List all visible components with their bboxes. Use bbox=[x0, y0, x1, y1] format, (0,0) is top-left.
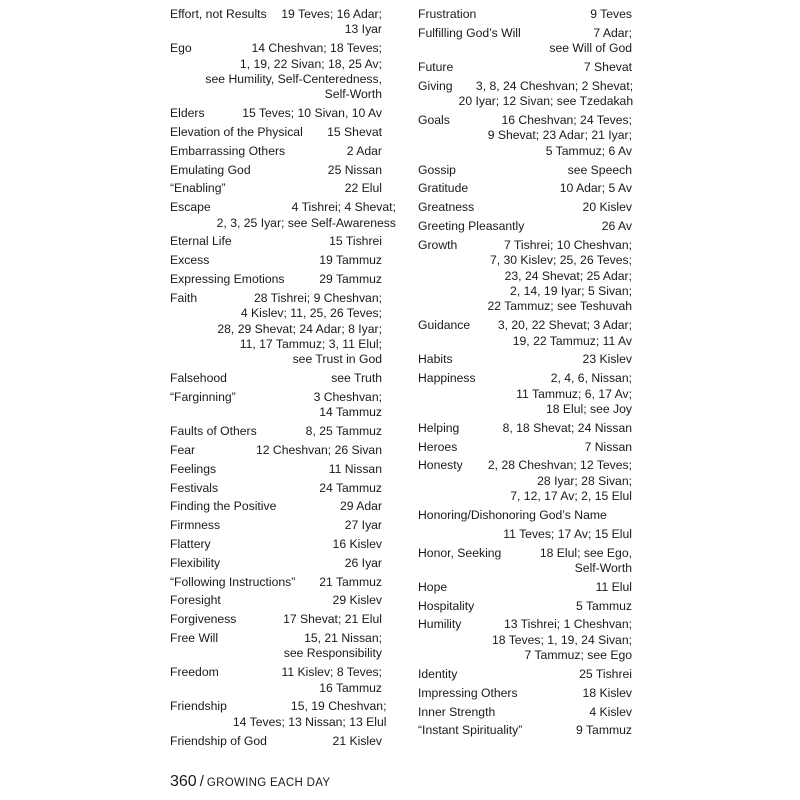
reference-line: 12 Cheshvan; 26 Sivan bbox=[255, 443, 382, 458]
reference-line: 3 Cheshvan; bbox=[313, 390, 382, 405]
reference-line: 28 Tishrei; 9 Cheshvan; bbox=[253, 290, 382, 305]
reference-line: 3, 8, 24 Cheshvan; 2 Shevat; bbox=[475, 78, 634, 93]
index-term: Fulfilling God’s Will bbox=[418, 25, 521, 40]
reference-line: 11 Teves; 17 Av; 15 Elul bbox=[503, 526, 632, 541]
reference-line: 26 Av bbox=[601, 219, 632, 233]
index-entry bbox=[170, 144, 382, 159]
index-term: Forgiveness bbox=[170, 612, 237, 627]
index-entry bbox=[170, 443, 382, 458]
index-term: Eternal Life bbox=[170, 234, 232, 249]
index-term: Faith bbox=[170, 290, 198, 305]
book-title: GROWING EACH DAY bbox=[206, 777, 331, 789]
index-entry bbox=[170, 575, 382, 590]
index-references bbox=[257, 163, 382, 178]
index-references bbox=[224, 631, 382, 662]
index-term: Festivals bbox=[170, 480, 219, 495]
index-entry bbox=[170, 699, 387, 730]
reference-line: 25 Nissan bbox=[327, 162, 382, 177]
index-term: “Farginning” bbox=[170, 390, 236, 405]
index-term: Firmness bbox=[170, 518, 221, 533]
index-references bbox=[528, 723, 632, 738]
index-references bbox=[273, 734, 382, 749]
reference-line: 18 Kislev bbox=[582, 685, 632, 700]
index-entry bbox=[418, 580, 632, 595]
index-term: Honor, Seeking bbox=[418, 545, 502, 560]
index-references bbox=[282, 499, 382, 514]
index-references bbox=[222, 462, 382, 477]
reference-line: 7 Nissan bbox=[584, 439, 632, 454]
reference-line: see Responsibility bbox=[283, 646, 382, 661]
reference-line: 13 Tishrei; 1 Cheshvan; bbox=[503, 617, 632, 632]
reference-line: 29 Tammuz bbox=[319, 272, 382, 286]
reference-line: 7, 12, 17 Av; 2, 15 Elul bbox=[510, 489, 632, 504]
index-term: Elevation of the Physical bbox=[170, 125, 303, 140]
index-column-left bbox=[170, 7, 396, 752]
index-references bbox=[465, 421, 632, 436]
reference-line: 19 Tammuz bbox=[319, 253, 382, 268]
index-entry bbox=[418, 219, 632, 234]
index-term: Identity bbox=[418, 667, 458, 682]
reference-line: 25 Tishrei bbox=[579, 667, 632, 682]
page-footer bbox=[170, 773, 330, 791]
index-term: Heroes bbox=[418, 439, 458, 454]
index-entry bbox=[418, 723, 632, 738]
index-entry bbox=[170, 499, 382, 514]
index-term: Elders bbox=[170, 106, 205, 121]
index-term: Giving bbox=[418, 78, 453, 93]
index-references bbox=[480, 599, 632, 614]
index-references bbox=[225, 665, 382, 696]
reference-line: 15 Teves; 10 Sivan, 10 Av bbox=[242, 106, 382, 121]
reference-line: Self-Worth bbox=[574, 561, 632, 576]
index-term: Growth bbox=[418, 237, 458, 252]
index-references bbox=[476, 318, 632, 349]
index-entry bbox=[170, 481, 382, 496]
index-term: Finding the Positive bbox=[170, 499, 277, 514]
index-term: Faults of Others bbox=[170, 424, 257, 439]
index-references bbox=[232, 181, 382, 196]
index-term: Inner Strength bbox=[418, 704, 496, 719]
index-references bbox=[459, 79, 634, 110]
index-entry bbox=[418, 667, 632, 682]
index-term: Greatness bbox=[418, 200, 475, 215]
index-references bbox=[424, 527, 632, 542]
reference-line: 22 Elul bbox=[344, 181, 382, 196]
index-references bbox=[507, 546, 632, 577]
index-entry bbox=[170, 593, 382, 608]
reference-line: 28, 29 Shevat; 24 Adar; 8 Iyar; bbox=[217, 321, 382, 336]
index-references bbox=[215, 253, 382, 268]
reference-line: 15, 19 Cheshvan; bbox=[290, 699, 387, 714]
index-entry bbox=[418, 26, 632, 57]
reference-line: 23, 24 Shevat; 25 Adar; bbox=[504, 268, 632, 283]
reference-line: 3, 20, 22 Shevat; 3 Adar; bbox=[497, 318, 632, 333]
index-entry bbox=[418, 371, 632, 417]
reference-line: 14 Teves; 13 Nissan; 13 Elul bbox=[232, 714, 387, 729]
index-entry bbox=[418, 238, 632, 315]
index-term: “Following Instructions” bbox=[170, 574, 296, 589]
index-references bbox=[198, 41, 382, 103]
index-references bbox=[463, 667, 632, 682]
reference-line: 15 Shevat bbox=[327, 125, 382, 140]
index-term: Gossip bbox=[418, 162, 456, 177]
index-term: Guidance bbox=[418, 318, 471, 333]
index-entry bbox=[170, 253, 382, 268]
page-number: 360 bbox=[170, 773, 197, 790]
index-references bbox=[217, 537, 382, 552]
reference-line: 2, 14, 19 Iyar; 5 Sivan; bbox=[510, 284, 632, 299]
index-entry bbox=[170, 181, 382, 196]
reference-line: 1, 19, 22 Sivan; 18, 25 Av; bbox=[239, 56, 382, 71]
index-entry bbox=[418, 181, 632, 196]
index-term: Effort, not Results bbox=[170, 7, 267, 21]
index-term: Humility bbox=[418, 617, 462, 632]
index-term: Freedom bbox=[170, 665, 219, 680]
reference-line: 10 Adar; 5 Av bbox=[559, 181, 632, 196]
reference-line: see Humility, Self-Centeredness, bbox=[205, 72, 382, 87]
index-references bbox=[530, 219, 632, 234]
index-term: “Enabling” bbox=[170, 181, 226, 196]
reference-line: 9 Tammuz bbox=[576, 723, 632, 738]
index-entry bbox=[170, 665, 382, 696]
reference-line: 16 Kislev bbox=[332, 537, 382, 551]
reference-line: 27 Iyar bbox=[344, 518, 382, 533]
index-term: Falsehood bbox=[170, 371, 227, 386]
index-references bbox=[456, 113, 632, 159]
reference-line: 4 Kislev bbox=[589, 704, 632, 719]
reference-line: 28 Iyar; 28 Sivan; bbox=[537, 473, 632, 488]
reference-line: 21 Kislev bbox=[332, 733, 382, 748]
index-term: Embarrassing Others bbox=[170, 143, 286, 158]
reference-line: 4 Tishrei; 4 Shevat; bbox=[291, 200, 396, 215]
index-references bbox=[238, 234, 382, 249]
index-term: Fear bbox=[170, 443, 196, 458]
index-references bbox=[524, 686, 632, 701]
index-entry bbox=[418, 7, 632, 22]
reference-line: 2 Adar bbox=[346, 143, 382, 158]
index-term: Flattery bbox=[170, 537, 211, 551]
reference-line: 7 Tammuz; see Ego bbox=[524, 648, 632, 663]
reference-line: 24 Tammuz bbox=[319, 480, 382, 495]
reference-line: 11 Elul bbox=[595, 579, 632, 594]
index-entry bbox=[418, 458, 632, 504]
index-references bbox=[211, 106, 382, 121]
index-term: Hospitality bbox=[418, 598, 475, 613]
reference-line: see Trust in God bbox=[292, 352, 382, 367]
index-entry bbox=[170, 424, 382, 439]
reference-line: 18 Elul; see Ego, bbox=[539, 545, 632, 560]
index-term: Greeting Pleasantly bbox=[418, 219, 525, 233]
index-entry bbox=[418, 200, 632, 215]
index-entry bbox=[170, 631, 382, 662]
index-references bbox=[233, 699, 387, 730]
index-references bbox=[480, 200, 632, 215]
index-entry bbox=[418, 686, 632, 701]
footer-separator: / bbox=[199, 773, 204, 790]
index-entry bbox=[170, 291, 382, 368]
reference-line: 21 Tammuz bbox=[319, 574, 382, 589]
reference-line: 11 Kislev; 8 Teves; bbox=[281, 665, 382, 680]
index-term: “Instant Spirituality” bbox=[418, 723, 523, 738]
reference-line: 14 Cheshvan; 18 Teves; bbox=[251, 41, 382, 56]
index-term: Feelings bbox=[170, 461, 217, 476]
index-entry bbox=[418, 60, 632, 75]
index-entry bbox=[418, 508, 632, 523]
index-term: Flexibility bbox=[170, 555, 221, 570]
index-term: Friendship bbox=[170, 699, 227, 714]
index-term: Habits bbox=[418, 352, 453, 367]
index-entry bbox=[170, 556, 382, 571]
reference-line: 13 Iyar bbox=[344, 22, 382, 37]
reference-line: 19 Teves; 16 Adar; bbox=[281, 7, 382, 21]
index-term: Expressing Emotions bbox=[170, 272, 285, 286]
index-term: Excess bbox=[170, 253, 210, 268]
index-entry bbox=[418, 79, 632, 110]
index-references bbox=[224, 481, 382, 496]
index-references bbox=[474, 181, 632, 196]
index-entry bbox=[170, 734, 382, 749]
index-term: Foresight bbox=[170, 593, 221, 608]
index-references bbox=[453, 580, 632, 595]
index-entry bbox=[170, 612, 382, 627]
index-references bbox=[501, 705, 632, 720]
index-entry bbox=[170, 518, 382, 533]
reference-line: 8, 18 Shevat; 24 Nissan bbox=[502, 420, 632, 435]
index-entry bbox=[170, 200, 396, 231]
index-references bbox=[301, 575, 382, 590]
index-entry bbox=[170, 371, 382, 386]
reference-line: 17 Shevat; 21 Elul bbox=[283, 612, 382, 627]
index-references bbox=[242, 390, 382, 421]
reference-line: 11 Tammuz; 6, 17 Av; bbox=[516, 386, 632, 401]
index-references bbox=[242, 612, 382, 627]
index-entry bbox=[170, 163, 382, 178]
index-term: Gratitude bbox=[418, 181, 469, 196]
index-term: Impressing Others bbox=[418, 685, 518, 700]
index-entry bbox=[170, 462, 382, 477]
reference-line: 4 Kislev; 11, 25, 26 Teves; bbox=[240, 306, 382, 321]
reference-line: see Speech bbox=[567, 162, 632, 177]
index-references bbox=[462, 163, 632, 178]
reference-line: 9 Shevat; 23 Adar; 21 Iyar; bbox=[487, 128, 632, 143]
reference-line: 5 Tammuz; 6 Av bbox=[545, 143, 632, 158]
index-references bbox=[309, 125, 382, 140]
reference-line: 22 Tammuz; see Teshuvah bbox=[487, 299, 632, 314]
index-term: Escape bbox=[170, 200, 211, 215]
index-entry bbox=[170, 234, 382, 249]
reference-line: 29 Adar bbox=[339, 499, 382, 514]
index-references bbox=[226, 556, 382, 571]
index-entry bbox=[418, 113, 632, 159]
index-term: Frustration bbox=[418, 7, 477, 21]
index-term: Friendship of God bbox=[170, 733, 267, 748]
index-references bbox=[482, 7, 632, 22]
index-entry bbox=[418, 527, 632, 542]
index-term: Helping bbox=[418, 420, 460, 435]
reference-line: 8, 25 Tammuz bbox=[305, 424, 382, 439]
reference-line: 2, 4, 6, Nissan; bbox=[550, 371, 632, 386]
index-entry bbox=[418, 546, 632, 577]
index-entry bbox=[170, 125, 382, 140]
reference-line: Self-Worth bbox=[324, 87, 382, 102]
index-references bbox=[227, 593, 382, 608]
index-references bbox=[527, 26, 632, 57]
index-references bbox=[291, 144, 382, 159]
index-entry bbox=[418, 617, 632, 663]
index-entry bbox=[170, 272, 382, 287]
index-term: Hope bbox=[418, 579, 448, 594]
index-entry bbox=[418, 352, 632, 367]
index-entry bbox=[418, 163, 632, 178]
reference-line: 14 Tammuz bbox=[319, 405, 382, 420]
index-references bbox=[469, 458, 632, 504]
reference-line: 20 Kislev bbox=[582, 200, 632, 215]
index-term: Free Will bbox=[170, 630, 219, 645]
index-references bbox=[463, 440, 632, 455]
index-references bbox=[273, 7, 382, 38]
reference-line: 7, 30 Kislev; 25, 26 Teves; bbox=[489, 253, 632, 268]
index-entry bbox=[170, 537, 382, 552]
index-entry bbox=[418, 599, 632, 614]
index-references bbox=[263, 424, 382, 439]
index-term: Honesty bbox=[418, 458, 463, 473]
index-term: Emulating God bbox=[170, 162, 251, 177]
reference-line: 20 Iyar; 12 Sivan; see Tzedakah bbox=[458, 94, 634, 109]
index-references bbox=[233, 371, 382, 386]
index-references bbox=[217, 200, 396, 231]
reference-line: 16 Cheshvan; 24 Teves; bbox=[501, 113, 632, 127]
index-references bbox=[459, 352, 632, 367]
reference-line: 15, 21 Nissan; bbox=[304, 630, 382, 645]
index-entry bbox=[418, 440, 632, 455]
reference-line: 26 Iyar bbox=[344, 555, 382, 570]
reference-line: 7 Shevat bbox=[583, 60, 632, 74]
index-entry bbox=[418, 421, 632, 436]
reference-line: 2, 3, 25 Iyar; see Self-Awareness bbox=[216, 215, 396, 230]
reference-line: see Will of God bbox=[549, 41, 632, 56]
reference-line: 18 Teves; 1, 19, 24 Sivan; bbox=[491, 632, 632, 647]
reference-line: 5 Tammuz bbox=[576, 598, 632, 613]
index-entry bbox=[170, 390, 382, 421]
reference-line: 11, 17 Tammuz; 3, 11 Elul; bbox=[239, 337, 382, 352]
index-entry bbox=[170, 106, 382, 121]
reference-line: 23 Kislev bbox=[582, 352, 632, 367]
index-column-right bbox=[418, 7, 632, 742]
index-references bbox=[226, 518, 382, 533]
index-term: Honoring/Dishonoring God’s Name bbox=[418, 508, 607, 523]
reference-line: 18 Elul; see Joy bbox=[545, 402, 632, 417]
reference-line: 7 Tishrei; 10 Cheshvan; bbox=[503, 237, 632, 252]
reference-line: 19, 22 Tammuz; 11 Av bbox=[512, 333, 632, 348]
index-term: Future bbox=[418, 60, 454, 74]
index-references bbox=[459, 60, 632, 75]
reference-line: 9 Teves bbox=[590, 7, 632, 21]
index-references bbox=[290, 272, 382, 287]
index-references bbox=[467, 617, 632, 663]
reference-line: 7 Adar; bbox=[593, 25, 632, 40]
reference-line: see Truth bbox=[331, 371, 382, 386]
index-entry bbox=[170, 7, 382, 38]
index-references bbox=[463, 238, 632, 315]
reference-line: 29 Kislev bbox=[332, 593, 382, 608]
index-entry bbox=[418, 318, 632, 349]
index-term: Goals bbox=[418, 113, 450, 127]
reference-line: 16 Tammuz bbox=[319, 680, 382, 695]
reference-line: 2, 28 Cheshvan; 12 Teves; bbox=[487, 458, 632, 473]
index-entry bbox=[418, 705, 632, 720]
index-references bbox=[203, 291, 382, 368]
reference-line: 11 Nissan bbox=[328, 461, 382, 476]
index-references bbox=[482, 371, 632, 417]
index-term: Happiness bbox=[418, 371, 476, 386]
index-term: Ego bbox=[170, 41, 192, 56]
reference-line: 15 Tishrei bbox=[329, 234, 382, 249]
index-references bbox=[201, 443, 382, 458]
index-entry bbox=[170, 41, 382, 103]
